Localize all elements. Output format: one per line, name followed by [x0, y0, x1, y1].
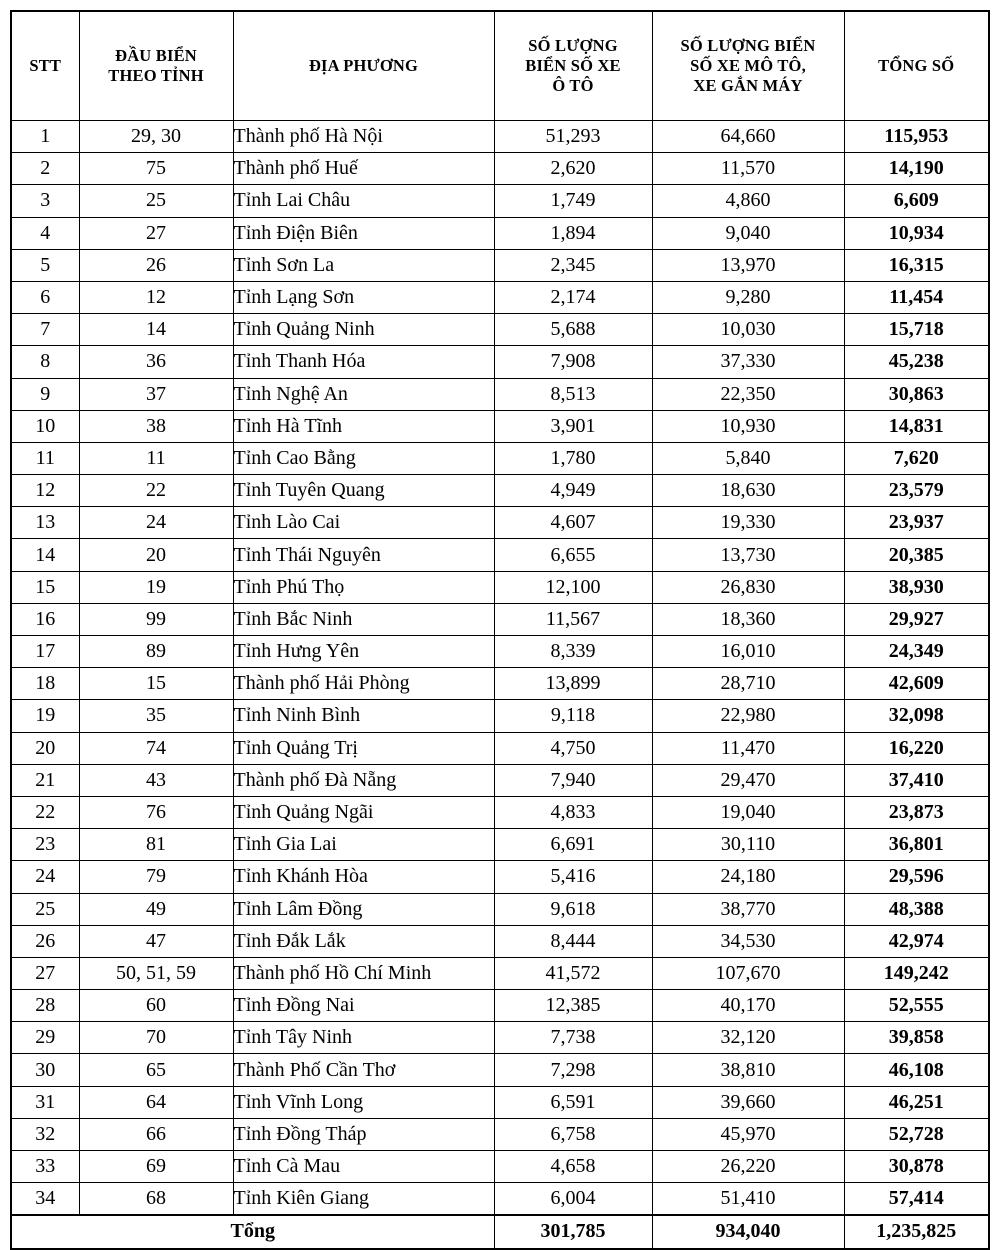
cell-car: 51,293: [494, 121, 652, 153]
cell-prefix: 75: [79, 153, 233, 185]
cell-moto: 45,970: [652, 1118, 844, 1150]
cell-total: 7,620: [844, 442, 989, 474]
cell-total: 16,315: [844, 249, 989, 281]
cell-locality: Thành phố Đà Nẵng: [233, 764, 494, 796]
cell-stt: 26: [11, 925, 79, 957]
cell-total: 52,728: [844, 1118, 989, 1150]
cell-locality: Tỉnh Gia Lai: [233, 829, 494, 861]
header-row: [11, 11, 989, 121]
cell-moto: 16,010: [652, 636, 844, 668]
cell-prefix: 37: [79, 378, 233, 410]
cell-prefix: 89: [79, 636, 233, 668]
cell-car: 4,833: [494, 796, 652, 828]
cell-locality: Tỉnh Kiên Giang: [233, 1183, 494, 1216]
table-row: [11, 571, 989, 603]
cell-car: 6,758: [494, 1118, 652, 1150]
table-row: [11, 475, 989, 507]
cell-total: 23,579: [844, 475, 989, 507]
cell-car: 7,738: [494, 1022, 652, 1054]
cell-prefix: 68: [79, 1183, 233, 1216]
cell-car: 8,513: [494, 378, 652, 410]
column-header-plate-prefix: [79, 11, 233, 121]
table-row: [11, 668, 989, 700]
cell-moto: 22,350: [652, 378, 844, 410]
table-row: [11, 217, 989, 249]
cell-stt: 17: [11, 636, 79, 668]
cell-locality: Tỉnh Lạng Sơn: [233, 281, 494, 313]
cell-car: 7,908: [494, 346, 652, 378]
table-row: [11, 185, 989, 217]
column-header-motorbike-count: [652, 11, 844, 121]
cell-car: 7,940: [494, 764, 652, 796]
cell-stt: 34: [11, 1183, 79, 1216]
cell-car: 12,100: [494, 571, 652, 603]
cell-locality: Tỉnh Vĩnh Long: [233, 1086, 494, 1118]
cell-locality: Tỉnh Thanh Hóa: [233, 346, 494, 378]
cell-moto: 9,040: [652, 217, 844, 249]
cell-moto: 13,730: [652, 539, 844, 571]
total-row-car: 301,785: [494, 1215, 652, 1248]
cell-prefix: 74: [79, 732, 233, 764]
table-row: [11, 410, 989, 442]
cell-locality: Tỉnh Lào Cai: [233, 507, 494, 539]
cell-moto: 19,330: [652, 507, 844, 539]
cell-stt: 13: [11, 507, 79, 539]
header-line: SỐ LƯỢNG BIỂN: [680, 35, 816, 55]
cell-locality: Tỉnh Quảng Ninh: [233, 314, 494, 346]
cell-locality: Tỉnh Điện Biên: [233, 217, 494, 249]
cell-car: 2,174: [494, 281, 652, 313]
cell-moto: 9,280: [652, 281, 844, 313]
cell-prefix: 79: [79, 861, 233, 893]
cell-total: 57,414: [844, 1183, 989, 1216]
cell-moto: 40,170: [652, 990, 844, 1022]
cell-moto: 24,180: [652, 861, 844, 893]
header-line: ĐẦU BIỂN: [115, 45, 197, 65]
cell-moto: 29,470: [652, 764, 844, 796]
table-row: [11, 153, 989, 185]
cell-stt: 10: [11, 410, 79, 442]
cell-prefix: 20: [79, 539, 233, 571]
cell-moto: 28,710: [652, 668, 844, 700]
cell-moto: 26,220: [652, 1151, 844, 1183]
cell-moto: 11,570: [652, 153, 844, 185]
cell-prefix: 69: [79, 1151, 233, 1183]
cell-total: 11,454: [844, 281, 989, 313]
cell-stt: 5: [11, 249, 79, 281]
cell-prefix: 81: [79, 829, 233, 861]
table-row: [11, 1183, 989, 1216]
cell-car: 6,655: [494, 539, 652, 571]
cell-total: 39,858: [844, 1022, 989, 1054]
header-line: Ô TÔ: [552, 76, 594, 96]
table-row: [11, 796, 989, 828]
cell-prefix: 64: [79, 1086, 233, 1118]
cell-total: 10,934: [844, 217, 989, 249]
column-header-car-count: [494, 11, 652, 121]
cell-car: 12,385: [494, 990, 652, 1022]
cell-prefix: 60: [79, 990, 233, 1022]
header-line: TỔNG SỐ: [878, 55, 955, 75]
cell-total: 38,930: [844, 571, 989, 603]
table-row: [11, 1022, 989, 1054]
table-row: [11, 732, 989, 764]
cell-total: 6,609: [844, 185, 989, 217]
cell-total: 115,953: [844, 121, 989, 153]
cell-car: 8,444: [494, 925, 652, 957]
cell-prefix: 43: [79, 764, 233, 796]
cell-prefix: 35: [79, 700, 233, 732]
table-row: [11, 764, 989, 796]
table-row: [11, 1054, 989, 1086]
cell-prefix: 38: [79, 410, 233, 442]
cell-prefix: 24: [79, 507, 233, 539]
cell-locality: Tỉnh Lai Châu: [233, 185, 494, 217]
cell-car: 1,749: [494, 185, 652, 217]
table-row: [11, 636, 989, 668]
table-total-row: [11, 1215, 989, 1248]
cell-moto: 38,770: [652, 893, 844, 925]
cell-moto: 34,530: [652, 925, 844, 957]
cell-moto: 5,840: [652, 442, 844, 474]
cell-stt: 20: [11, 732, 79, 764]
table-row: [11, 249, 989, 281]
cell-stt: 8: [11, 346, 79, 378]
header-line: ĐỊA PHƯƠNG: [308, 55, 419, 75]
cell-stt: 2: [11, 153, 79, 185]
cell-stt: 4: [11, 217, 79, 249]
table-row: [11, 442, 989, 474]
cell-moto: 64,660: [652, 121, 844, 153]
cell-total: 16,220: [844, 732, 989, 764]
cell-total: 23,937: [844, 507, 989, 539]
cell-prefix: 12: [79, 281, 233, 313]
cell-prefix: 49: [79, 893, 233, 925]
cell-total: 52,555: [844, 990, 989, 1022]
cell-locality: Tỉnh Hà Tĩnh: [233, 410, 494, 442]
cell-moto: 10,030: [652, 314, 844, 346]
cell-locality: Tỉnh Sơn La: [233, 249, 494, 281]
table-row: [11, 314, 989, 346]
cell-stt: 31: [11, 1086, 79, 1118]
cell-stt: 32: [11, 1118, 79, 1150]
cell-total: 29,596: [844, 861, 989, 893]
table-row: [11, 539, 989, 571]
cell-locality: Tỉnh Ninh Bình: [233, 700, 494, 732]
cell-locality: Tỉnh Thái Nguyên: [233, 539, 494, 571]
header-line: BIỂN SỐ XE: [525, 55, 621, 75]
cell-prefix: 65: [79, 1054, 233, 1086]
cell-moto: 19,040: [652, 796, 844, 828]
cell-total: 15,718: [844, 314, 989, 346]
cell-locality: Tỉnh Đắk Lắk: [233, 925, 494, 957]
header-line: THEO TỈNH: [108, 66, 204, 85]
cell-stt: 27: [11, 957, 79, 989]
cell-total: 46,108: [844, 1054, 989, 1086]
cell-total: 149,242: [844, 957, 989, 989]
cell-car: 5,688: [494, 314, 652, 346]
cell-stt: 21: [11, 764, 79, 796]
cell-prefix: 14: [79, 314, 233, 346]
cell-total: 37,410: [844, 764, 989, 796]
cell-car: 11,567: [494, 603, 652, 635]
cell-total: 20,385: [844, 539, 989, 571]
cell-car: 6,691: [494, 829, 652, 861]
cell-stt: 15: [11, 571, 79, 603]
cell-stt: 33: [11, 1151, 79, 1183]
cell-stt: 11: [11, 442, 79, 474]
cell-stt: 1: [11, 121, 79, 153]
column-header-locality: [233, 11, 494, 121]
table-row: [11, 1151, 989, 1183]
cell-locality: Thành phố Huế: [233, 153, 494, 185]
table-body: [11, 121, 989, 1249]
cell-moto: 107,670: [652, 957, 844, 989]
cell-locality: Tỉnh Đồng Tháp: [233, 1118, 494, 1150]
cell-locality: Tỉnh Quảng Ngãi: [233, 796, 494, 828]
cell-stt: 30: [11, 1054, 79, 1086]
cell-car: 13,899: [494, 668, 652, 700]
cell-locality: Thành Phố Cần Thơ: [233, 1054, 494, 1086]
table-row: [11, 861, 989, 893]
cell-total: 36,801: [844, 829, 989, 861]
cell-car: 4,750: [494, 732, 652, 764]
cell-stt: 6: [11, 281, 79, 313]
cell-total: 14,190: [844, 153, 989, 185]
cell-total: 30,863: [844, 378, 989, 410]
header-line: XE GẮN MÁY: [693, 76, 803, 96]
cell-stt: 22: [11, 796, 79, 828]
cell-locality: Tỉnh Tây Ninh: [233, 1022, 494, 1054]
cell-car: 4,607: [494, 507, 652, 539]
cell-stt: 12: [11, 475, 79, 507]
cell-prefix: 66: [79, 1118, 233, 1150]
cell-car: 8,339: [494, 636, 652, 668]
cell-moto: 18,360: [652, 603, 844, 635]
cell-car: 7,298: [494, 1054, 652, 1086]
cell-car: 9,618: [494, 893, 652, 925]
cell-car: 5,416: [494, 861, 652, 893]
cell-prefix: 29, 30: [79, 121, 233, 153]
cell-prefix: 99: [79, 603, 233, 635]
cell-prefix: 70: [79, 1022, 233, 1054]
table-row: [11, 925, 989, 957]
cell-moto: 51,410: [652, 1183, 844, 1216]
cell-stt: 9: [11, 378, 79, 410]
table-row: [11, 346, 989, 378]
cell-prefix: 50, 51, 59: [79, 957, 233, 989]
cell-total: 32,098: [844, 700, 989, 732]
table-row: [11, 829, 989, 861]
cell-locality: Tỉnh Hưng Yên: [233, 636, 494, 668]
cell-car: 1,894: [494, 217, 652, 249]
cell-total: 46,251: [844, 1086, 989, 1118]
cell-car: 3,901: [494, 410, 652, 442]
table-row: [11, 700, 989, 732]
table-row: [11, 507, 989, 539]
cell-locality: Tỉnh Lâm Đồng: [233, 893, 494, 925]
cell-moto: 18,630: [652, 475, 844, 507]
total-row-label: Tổng: [11, 1215, 494, 1248]
cell-car: 9,118: [494, 700, 652, 732]
cell-moto: 10,930: [652, 410, 844, 442]
cell-prefix: 15: [79, 668, 233, 700]
cell-locality: Thành phố Hồ Chí Minh: [233, 957, 494, 989]
cell-prefix: 19: [79, 571, 233, 603]
cell-total: 14,831: [844, 410, 989, 442]
cell-moto: 22,980: [652, 700, 844, 732]
cell-stt: 18: [11, 668, 79, 700]
cell-locality: Thành phố Hà Nội: [233, 121, 494, 153]
cell-total: 29,927: [844, 603, 989, 635]
cell-prefix: 27: [79, 217, 233, 249]
cell-locality: Tỉnh Nghệ An: [233, 378, 494, 410]
cell-moto: 13,970: [652, 249, 844, 281]
column-header-stt: [11, 11, 79, 121]
cell-total: 23,873: [844, 796, 989, 828]
cell-locality: Thành phố Hải Phòng: [233, 668, 494, 700]
cell-moto: 39,660: [652, 1086, 844, 1118]
cell-locality: Tỉnh Quảng Trị: [233, 732, 494, 764]
cell-locality: Tỉnh Tuyên Quang: [233, 475, 494, 507]
header-line: SỐ XE MÔ TÔ,: [690, 55, 806, 75]
cell-stt: 25: [11, 893, 79, 925]
cell-stt: 3: [11, 185, 79, 217]
cell-prefix: 76: [79, 796, 233, 828]
cell-moto: 4,860: [652, 185, 844, 217]
cell-moto: 30,110: [652, 829, 844, 861]
table-row: [11, 990, 989, 1022]
cell-locality: Tỉnh Cao Bằng: [233, 442, 494, 474]
cell-stt: 23: [11, 829, 79, 861]
cell-stt: 29: [11, 1022, 79, 1054]
table-row: [11, 603, 989, 635]
header-line: SỐ LƯỢNG: [528, 35, 618, 55]
column-header-total: [844, 11, 989, 121]
table-header: [11, 11, 989, 121]
cell-stt: 28: [11, 990, 79, 1022]
cell-car: 2,620: [494, 153, 652, 185]
cell-moto: 26,830: [652, 571, 844, 603]
cell-locality: Tỉnh Khánh Hòa: [233, 861, 494, 893]
cell-locality: Tỉnh Phú Thọ: [233, 571, 494, 603]
table-row: [11, 893, 989, 925]
cell-total: 30,878: [844, 1151, 989, 1183]
table-row: [11, 378, 989, 410]
cell-prefix: 26: [79, 249, 233, 281]
cell-moto: 32,120: [652, 1022, 844, 1054]
cell-locality: Tỉnh Bắc Ninh: [233, 603, 494, 635]
cell-prefix: 36: [79, 346, 233, 378]
cell-stt: 14: [11, 539, 79, 571]
cell-locality: Tỉnh Đồng Nai: [233, 990, 494, 1022]
cell-prefix: 47: [79, 925, 233, 957]
cell-car: 4,949: [494, 475, 652, 507]
cell-stt: 24: [11, 861, 79, 893]
cell-stt: 16: [11, 603, 79, 635]
cell-car: 41,572: [494, 957, 652, 989]
cell-car: 1,780: [494, 442, 652, 474]
table-row: [11, 1086, 989, 1118]
cell-moto: 38,810: [652, 1054, 844, 1086]
cell-moto: 11,470: [652, 732, 844, 764]
cell-total: 48,388: [844, 893, 989, 925]
cell-total: 42,974: [844, 925, 989, 957]
cell-car: 6,591: [494, 1086, 652, 1118]
table-row: [11, 957, 989, 989]
cell-car: 2,345: [494, 249, 652, 281]
cell-prefix: 11: [79, 442, 233, 474]
header-line: STT: [29, 55, 62, 75]
cell-stt: 7: [11, 314, 79, 346]
total-row-total: 1,235,825: [844, 1215, 989, 1248]
cell-car: 6,004: [494, 1183, 652, 1216]
cell-car: 4,658: [494, 1151, 652, 1183]
cell-locality: Tỉnh Cà Mau: [233, 1151, 494, 1183]
cell-total: 45,238: [844, 346, 989, 378]
cell-prefix: 25: [79, 185, 233, 217]
table-row: [11, 1118, 989, 1150]
cell-stt: 19: [11, 700, 79, 732]
table-row: [11, 281, 989, 313]
total-row-moto: 934,040: [652, 1215, 844, 1248]
cell-total: 42,609: [844, 668, 989, 700]
cell-total: 24,349: [844, 636, 989, 668]
vehicle-plate-table: [10, 10, 990, 1250]
cell-moto: 37,330: [652, 346, 844, 378]
cell-prefix: 22: [79, 475, 233, 507]
table-row: [11, 121, 989, 153]
